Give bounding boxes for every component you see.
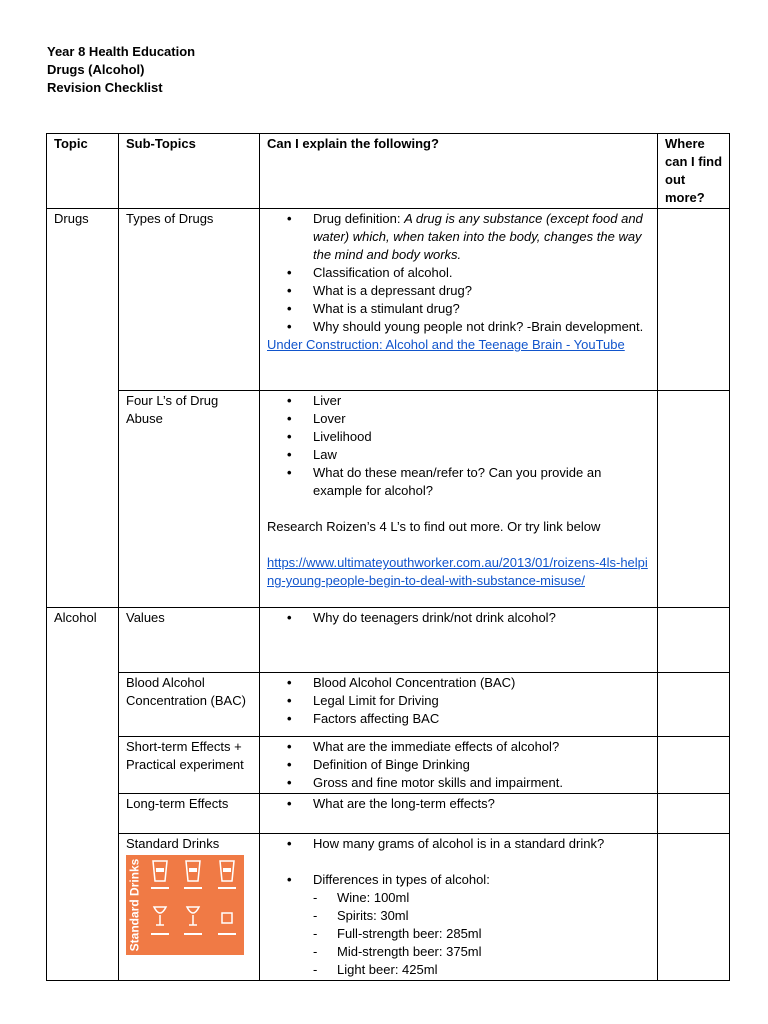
topic-label: Alcohol bbox=[54, 610, 97, 625]
subtopic-cell bbox=[119, 608, 260, 673]
find-out-more-cell[interactable] bbox=[658, 391, 730, 608]
find-out-more-cell[interactable] bbox=[658, 737, 730, 794]
explain-cell bbox=[260, 834, 658, 981]
table-row bbox=[47, 391, 730, 608]
definition-label: Drug definition: bbox=[313, 211, 405, 226]
sub-list-text: Wine: 100ml bbox=[337, 890, 410, 905]
list-item: • Definition of Binge Drinking bbox=[267, 756, 651, 774]
explain-cell bbox=[260, 737, 658, 794]
research-text: Research Roizen’s 4 L’s to find out more. Or try link below bbox=[267, 519, 601, 534]
sub-list-item bbox=[267, 961, 651, 979]
heading-line-1: Year 8 Health Education bbox=[47, 44, 196, 59]
list-item: • Blood Alcohol Concentration (BAC) bbox=[267, 674, 651, 692]
list-item: • Factors affecting BAC bbox=[267, 710, 651, 728]
subtopic-label: Blood Alcohol Concentration (BAC) bbox=[126, 675, 246, 708]
subtopic-label: Standard Drinks bbox=[126, 836, 220, 851]
explain-cell bbox=[260, 794, 658, 834]
list-item: • Classification of alcohol. bbox=[267, 264, 651, 282]
header-find-out-more: Where can I find out more? bbox=[658, 134, 730, 209]
subtopic-cell bbox=[119, 673, 260, 737]
explain-cell bbox=[260, 673, 658, 737]
subtopic-label: Short-term Effects + Practical experiment bbox=[126, 739, 244, 772]
find-out-more-cell[interactable] bbox=[658, 209, 730, 391]
subtopic-cell bbox=[119, 209, 260, 391]
list-item: • What are the immediate effects of alcohol? bbox=[267, 738, 651, 756]
topic-label: Drugs bbox=[54, 211, 89, 226]
header-subtopics: Sub-Topics bbox=[119, 134, 260, 209]
definition-text: A drug is any substance (except food and water) which, when taken into the body, changes the way the mind and body works. bbox=[313, 211, 643, 262]
list-item: • Livelihood bbox=[267, 428, 651, 446]
list-item: • Why do teenagers drink/not drink alcohol? bbox=[267, 609, 651, 627]
sub-list-item bbox=[267, 907, 651, 925]
list-item: • How many grams of alcohol is in a standard drink? bbox=[267, 835, 651, 853]
standard-drinks-image-title-text: Standard Drinks bbox=[127, 858, 142, 952]
document-heading bbox=[47, 43, 195, 97]
subtopic-label: Long-term Effects bbox=[126, 796, 229, 811]
list-item bbox=[267, 210, 651, 264]
sub-list-text: Light beer: 425ml bbox=[337, 962, 438, 977]
explain-cell bbox=[260, 608, 658, 673]
explain-cell bbox=[260, 391, 658, 608]
find-out-more-cell[interactable] bbox=[658, 608, 730, 673]
list-item: • Differences in types of alcohol: bbox=[267, 871, 651, 889]
sub-list-text: Mid-strength beer: 375ml bbox=[337, 944, 482, 959]
subtopic-cell bbox=[119, 794, 260, 834]
standard-drinks-image bbox=[126, 855, 244, 955]
explain-cell bbox=[260, 209, 658, 391]
table-row bbox=[47, 209, 730, 391]
list-item: • Lover bbox=[267, 410, 651, 428]
subtopic-cell bbox=[119, 737, 260, 794]
list-item: • Law bbox=[267, 446, 651, 464]
topic-cell-drugs bbox=[47, 209, 119, 608]
revision-checklist-table bbox=[46, 133, 730, 981]
list-item: • What is a depressant drug? bbox=[267, 282, 651, 300]
subtopic-cell bbox=[119, 834, 260, 981]
roizens-4ls-link[interactable]: https://www.ultimateyouthworker.com.au/2013/01/roizens-4ls-helping-young-people-begin-to-deal-with-substance-misuse/ bbox=[267, 555, 648, 588]
table-row bbox=[47, 794, 730, 834]
table-row bbox=[47, 608, 730, 673]
list-item: • What do these mean/refer to? Can you provide an example for alcohol? bbox=[267, 464, 651, 500]
table-row bbox=[47, 737, 730, 794]
subtopic-label: Types of Drugs bbox=[126, 211, 214, 226]
teen-brain-video-link[interactable]: Under Construction: Alcohol and the Teenage Brain - YouTube bbox=[267, 337, 625, 352]
list-item: • What is a stimulant drug? bbox=[267, 300, 651, 318]
drink-glasses-icon bbox=[126, 855, 244, 955]
topic-cell-alcohol bbox=[47, 608, 119, 981]
list-item: • Liver bbox=[267, 392, 651, 410]
table-row bbox=[47, 834, 730, 981]
list-item: • Legal Limit for Driving bbox=[267, 692, 651, 710]
list-item: • What are the long-term effects? bbox=[267, 795, 651, 813]
table-row bbox=[47, 673, 730, 737]
subtopic-cell bbox=[119, 391, 260, 608]
sub-list-item bbox=[267, 889, 651, 907]
sub-list-item bbox=[267, 925, 651, 943]
find-out-more-cell[interactable] bbox=[658, 673, 730, 737]
sub-list-item bbox=[267, 943, 651, 961]
sub-list-text: Spirits: 30ml bbox=[337, 908, 409, 923]
sub-list-text: Full-strength beer: 285ml bbox=[337, 926, 482, 941]
find-out-more-cell[interactable] bbox=[658, 834, 730, 981]
header-topic: Topic bbox=[47, 134, 119, 209]
heading-line-3: Revision Checklist bbox=[47, 80, 163, 95]
find-out-more-cell[interactable] bbox=[658, 794, 730, 834]
list-item: • Why should young people not drink? -Brain development. bbox=[267, 318, 651, 336]
subtopic-label: Four L’s of Drug Abuse bbox=[126, 393, 219, 426]
heading-line-2: Drugs (Alcohol) bbox=[47, 62, 145, 77]
table-header-row bbox=[47, 134, 730, 209]
header-explain: Can I explain the following? bbox=[260, 134, 658, 209]
list-item: • Gross and fine motor skills and impairment. bbox=[267, 774, 651, 792]
subtopic-label: Values bbox=[126, 610, 165, 625]
